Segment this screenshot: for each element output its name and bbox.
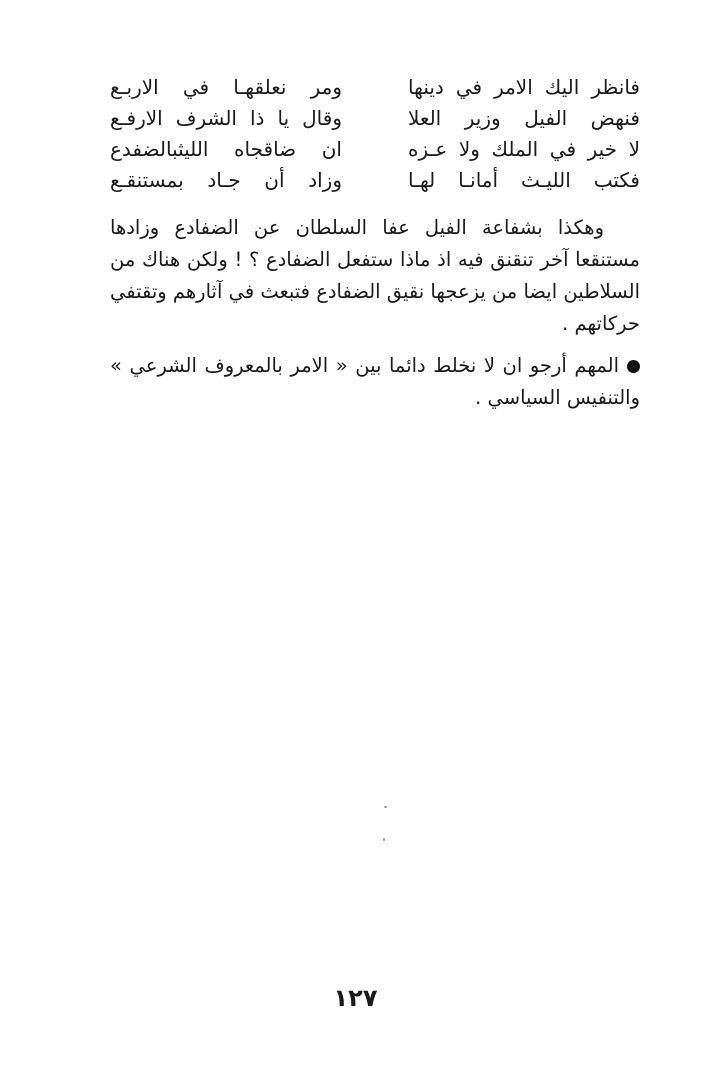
verse-first-hemistich: لا خير في الملك ولا عـزه <box>408 137 640 161</box>
verse-second-hemistich: وقال يا ذا الشرف الارفـع <box>110 106 342 130</box>
verse-line <box>110 103 640 134</box>
verse-second-hemistich: ان ضاقجاه الليثبالضفدع <box>110 137 342 161</box>
bullet-paragraph <box>110 350 640 414</box>
bullet-dot-icon <box>627 360 640 373</box>
scan-speck <box>384 806 387 808</box>
body-paragraph-1 <box>110 212 640 340</box>
verse-second-hemistich: وزاد أن جـاد بمستنقـع <box>110 168 342 192</box>
verse-line <box>110 165 640 196</box>
verse-line <box>110 72 640 103</box>
poem-verses <box>110 72 640 196</box>
verse-first-hemistich: فكتب الليـث أمانـا لهـا <box>408 168 640 192</box>
paragraph-text: المهم أرجو ان لا نخلط دائما بين « الامر بالمعروف الشرعي » والتنفيس السياسي . <box>110 354 640 409</box>
verse-line <box>110 134 640 165</box>
scan-speck <box>383 838 385 841</box>
verse-first-hemistich: فنهض الفيل وزير العلا <box>408 106 640 130</box>
body-paragraph-2 <box>110 350 640 414</box>
verse-first-hemistich: فانظر اليك الامر في دينها <box>408 75 640 99</box>
verse-second-hemistich: ومر نعلقهـا في الاربـع <box>110 75 342 99</box>
page-number: ١٢٧ <box>333 984 378 1012</box>
paragraph-text: وهكذا بشفاعة الفيل عفا السلطان عن الضفادع وزادها مستنقعا آخر تنقنق فيه اذ ماذا ستفعل الضفادع ؟ ! ولكن هناك من السلاطين ايضا من يزعجها نقيق الضفادع فتبعث في آثارهم وتقتفي حركاتهم . <box>110 216 640 335</box>
